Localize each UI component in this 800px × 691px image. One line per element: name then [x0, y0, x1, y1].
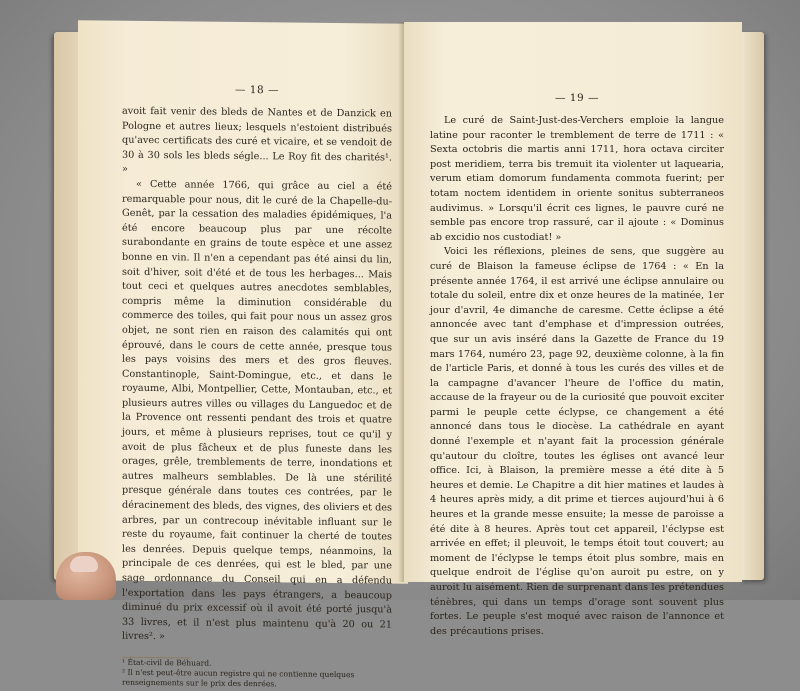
left-page-text	[122, 105, 392, 648]
page-number-left: — 18 —	[234, 83, 280, 97]
page-number-right: — 19 —	[554, 92, 600, 104]
footnote: ² Il n'est peut-être aucun registre qui ne contienne quelques renseignements sur le prix des denrées.	[122, 667, 355, 689]
footnotes	[122, 657, 392, 691]
book-cover-right-edge	[740, 32, 764, 580]
paragraph: Le curé de Saint-Just-des-Verchers emploie la langue latine pour raconter le tremblement de terre de 1711 : « Sexta octobris die martis anni 1711, hora octava circiter post meridiem, terra bis tremuit ita violenter ut laquearia, verum etiam domorum fundamenta commota fuerint; per totam noctem identidem in oriente sonitus subterraneos audivimus. » Lorsqu'il écrit ces lignes, le pauvre curé ne semble pas encore trop rassuré, car il ajoute : « Dominus ab excidio nos custodiat! »	[430, 115, 724, 243]
paragraph: avoit fait venir des bleds de Nantes et de Danzick en Pologne et autres lieux; lesquels n'estoient distribués qu'avec certificats des curé et vicaire, et se vendoit de 30 à 30 sols les bleds ségle... Le Roy fit des charités¹. »	[122, 105, 392, 176]
left-page	[78, 20, 408, 689]
open-book	[48, 18, 764, 689]
paragraph: Voici les réflexions, pleines de sens, que suggère au curé de Blaison la fameuse éclipse de 1764 : « En la présente année 1764, il est arrivé une éclipse annulaire ou totale du soleil, entre dix et onze heures de la matinée, 1er jour d'avril, 4e dimanche de caresme. Cette éclipse a été annoncée avec tant d'emphase et d'impression outrées, que sur un avis inséré dans la Gazette de France du 19 mars 1764, numéro 23, page 92, deuxième colonne, à la fin de l'article Paris, et donné à tous les curés des villes et de la campagne d'avancer l'heure de l'office du matin, accause de la frayeur ou de la curiosité que pouvoit exciter parmi le peuple cette éclypse, ce changement a été annoncé dans tous le diocèse. La cathédrale en ayant donné l'exemple et n'ayant fait la procession générale qu'autour du cloître, toutes les églises ont avancé leur office. Ici, à Blaison, la première messe a été dite à 5 heures et demie. Le Chapitre a dit hier matines et laudes à 4 heures après midy, a dit prime et tierces aujourd'hui à 6 heures et la grande messe ensuite; la messe de paroisse a été dite à 8 heures. Après tout cet appareil, l'éclypse est arrivée en effet; il pleuvoit, le temps étoit tout couvert; au moment de l'éclypse le temps étoit plus sombre, mais en quelque endroit de l'église qu'on auroit pu estre, on y auroit lu aisément. Rien de surprenant dans les prétendues ténèbres, qui dans un temps d'orage sont souvent plus fortes. Le peuple s'est moqué avec raison de l'annonce et des précautions prises.	[430, 246, 724, 637]
paragraph: « Cette année 1766, qui grâce au ciel a été remarquable pour nous, dit le curé de la Chapelle-du-Genêt, par la cessation des maladies épidémiques, l'a été encore beaucoup plus par une récolte surabondante en grains de toute espèce et une assez bonne en vin. Il n'en a cependant pas été ainsi du lin, soit d'hiver, soit d'été et de tous les herbages... Mais tout ceci et quelques autres anecdotes semblables, compris même la diminution considérable du commerce des toiles, qui fait pour nous un assez gros objet, ne sont rien en raison des calamités qui ont éprouvé, dans le cours de cette année, presque tous les pays voisins des mers et des gros fleuves. Constantinople, Saint-Domingue, etc., et dans le royaume, Albi, Montpellier, Cette, Montauban, etc., et plusieurs autres villes ou villages du Languedoc et de la Provence ont ressenti pendant des trois et quatre jours, et même à plusieurs reprises, tout ce qu'il y avoit de plus fâcheux et de plus funeste dans les orages, grêle, tremblements de terre, inondations et autres malheurs semblables. De là une stérilité presque générale dans toutes ces contrées, par le déracinement des bleds, des vignes, des oliviers et des arbres, par un contrecoup inévitable influant sur le reste du royaume, fait continuer la cherté de toutes les denrées. Depuis quelque temps, néanmoins, la principale de ces denrées, qui est le bled, par une sage ordonnance du Conseil qui en a défendu l'exportation dans les pays étrangers, a beaucoup diminué du prix excessif où il avoit été porté jusqu'à 33 livres, et il n'est plus maintenu qu'à 20 ou 21 livres². »	[122, 178, 392, 643]
right-page	[404, 22, 742, 637]
thumbnail-nail	[70, 556, 98, 572]
footnote: ¹ État-civil de Béhuard.	[122, 657, 212, 668]
right-page-text	[430, 114, 724, 639]
